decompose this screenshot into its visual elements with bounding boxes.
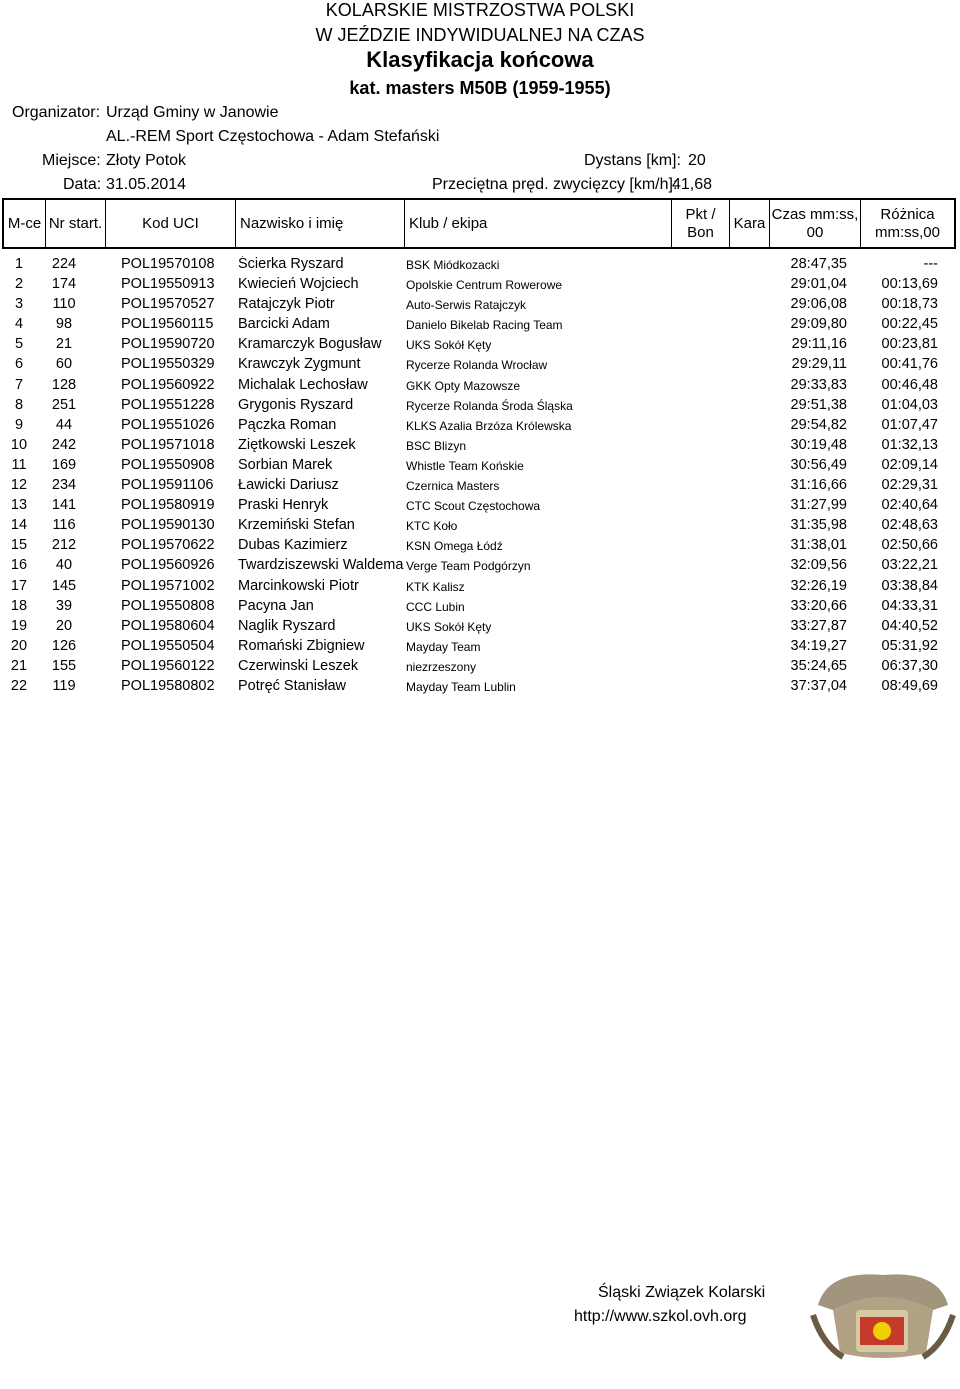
cell-pos: 19 [10, 617, 28, 634]
table-row [0, 455, 960, 475]
cell-uci: POL19590720 [121, 336, 215, 353]
table-header [2, 198, 956, 249]
cell-diff: 03:38,84 [881, 577, 938, 594]
cell-time: 33:20,66 [790, 597, 847, 614]
cell-uci: POL19560115 [121, 316, 214, 333]
cell-uci: POL19570622 [121, 537, 215, 554]
cell-uci: POL19550329 [121, 356, 215, 373]
cell-time: 31:38,01 [790, 537, 847, 554]
cell-nr: 251 [51, 396, 77, 413]
cell-pos: 12 [10, 477, 28, 494]
cell-time: 30:19,48 [790, 436, 847, 453]
cell-pos: 9 [14, 416, 24, 433]
organizer-value: Urząd Gminy w Janowie [106, 104, 279, 121]
cell-time: 37:37,04 [790, 677, 847, 694]
cell-time: 29:06,08 [790, 296, 847, 313]
cell-pos: 18 [10, 597, 28, 614]
cell-name: Dubas Kazimierz [238, 537, 348, 554]
table-row [0, 395, 960, 415]
table-row [0, 515, 960, 535]
cell-club: Auto-Serwis Ratajczyk [406, 298, 527, 313]
cell-diff: 01:32,13 [881, 436, 938, 453]
table-row [0, 596, 960, 616]
cell-club: KLKS Azalia Brzóza Królewska [406, 418, 572, 433]
cell-pos: 21 [10, 657, 28, 674]
cell-pos: 15 [10, 537, 28, 554]
cell-uci: POL19550504 [121, 637, 215, 654]
cell-name: Pączka Roman [238, 416, 337, 433]
cell-club: UKS Sokół Kęty [406, 338, 492, 353]
cell-pos: 22 [10, 677, 28, 694]
table-row [0, 334, 960, 354]
table-row [0, 435, 960, 455]
footer-org: Śląski Związek Kolarski [598, 1284, 766, 1301]
place-value: Złoty Potok [106, 152, 187, 169]
cell-name: Ziętkowski Leszek [238, 436, 356, 453]
cell-club: CTC Scout Częstochowa [406, 499, 541, 514]
cell-nr: 21 [55, 336, 73, 353]
cell-club: Opolskie Centrum Rowerowe [406, 278, 563, 293]
cell-club: BSK Miódkozacki [406, 258, 500, 272]
cell-nr: 169 [51, 456, 77, 473]
table-row [0, 535, 960, 555]
cell-pos: 1 [14, 256, 24, 272]
cell-pos: 11 [11, 456, 27, 473]
cell-nr: 44 [55, 416, 73, 433]
cell-club: Whistle Team Końskie [406, 458, 524, 473]
cell-uci: POL19550808 [121, 597, 215, 614]
cell-diff: 03:22,21 [881, 557, 938, 574]
organizer-label: Organizator: [12, 104, 101, 121]
col-header-penalty: Kara [730, 200, 770, 247]
cell-nr: 145 [51, 577, 77, 594]
cell-uci: POL19580802 [121, 677, 215, 694]
date-label: Data: [63, 176, 102, 193]
cell-name: Praski Henryk [238, 497, 329, 514]
cell-time: 34:19,27 [790, 637, 847, 654]
results-table [0, 254, 960, 696]
cell-club: Rycerze Rolanda Wrocław [406, 358, 548, 373]
cell-pos: 8 [14, 396, 24, 413]
cell-club: UKS Sokół Kęty [406, 619, 492, 634]
table-row [0, 636, 960, 656]
cell-club: KTK Kalisz [406, 579, 465, 594]
cell-diff: 01:07,47 [881, 416, 938, 433]
cell-nr: 116 [52, 517, 76, 534]
table-row [0, 375, 960, 395]
table-row [0, 415, 960, 435]
cell-name: Czerwinski Leszek [238, 657, 359, 674]
cell-name: Grygonis Ryszard [238, 396, 354, 413]
cell-nr: 234 [51, 477, 77, 494]
col-header-diff [861, 200, 954, 247]
col-header-time [770, 200, 861, 247]
distance-value: 20 [688, 152, 706, 169]
table-row [0, 294, 960, 314]
table-row [0, 314, 960, 334]
cell-diff: 04:33,31 [881, 597, 938, 614]
cell-name: Sorbian Marek [238, 456, 333, 473]
cell-club: Mayday Team Lublin [406, 679, 516, 694]
cell-club: GKK Opty Mazowsze [406, 378, 521, 393]
cell-diff: 02:50,66 [881, 537, 938, 554]
cell-time: 31:35,98 [790, 517, 847, 534]
cell-club: BSC Blizyn [406, 438, 467, 453]
page-title: Klasyfikacja końcowa [366, 47, 594, 72]
cell-time: 31:27,99 [790, 497, 847, 514]
table-row [0, 555, 960, 575]
cell-diff: 00:41,76 [881, 356, 938, 373]
place-label: Miejsce: [42, 152, 101, 169]
cell-name: Kwiecień Wojciech [238, 276, 359, 293]
cell-name: Ławicki Dariusz [238, 477, 339, 494]
cell-uci: POL19580919 [121, 497, 215, 514]
cell-name: Kramarczyk Bogusław [238, 336, 382, 353]
cell-diff: 00:13,69 [881, 276, 938, 293]
cell-uci: POL19551228 [121, 396, 215, 413]
cell-pos: 5 [14, 336, 24, 353]
cell-pos: 7 [14, 376, 24, 393]
cell-diff: 02:29,31 [881, 477, 938, 494]
cell-nr: 119 [52, 677, 76, 694]
cell-pos: 6 [14, 356, 24, 373]
cell-pos: 3 [14, 296, 24, 313]
cell-pos: 13 [10, 497, 28, 514]
cell-nr: 174 [51, 276, 77, 293]
cell-uci: POL19591106 [121, 477, 214, 494]
col-header-club: Klub / ekipa [405, 200, 672, 247]
cell-diff: 02:48,63 [881, 517, 938, 534]
szkol-emblem-icon [808, 1265, 958, 1365]
table-row [0, 254, 960, 274]
cell-uci: POL19550913 [121, 276, 215, 293]
organizer-value-2: AL.-REM Sport Częstochowa - Adam Stefański [106, 128, 440, 145]
cell-uci: POL19590130 [121, 517, 215, 534]
cell-club: Danielo Bikelab Racing Team [406, 318, 563, 333]
cell-name: Naglik Ryszard [238, 617, 336, 634]
col-header-pos: M-ce [4, 200, 46, 247]
title-line-1: KOLARSKIE MISTRZOSTWA POLSKI [325, 0, 635, 20]
cell-club: KTC Koło [406, 519, 458, 534]
col-header-bonus-line1: Pkt / [685, 205, 716, 223]
cell-time: 29:09,80 [790, 316, 847, 333]
cell-name: Ścierka Ryszard [238, 256, 344, 272]
cell-diff: 08:49,69 [881, 677, 938, 694]
cell-uci: POL19570527 [121, 296, 215, 313]
cell-pos: 14 [10, 517, 28, 534]
cell-name: Pacyna Jan [238, 597, 314, 614]
title-line-2: W JEŹDZIE INDYWIDUALNEJ NA CZAS [315, 25, 645, 45]
cell-name: Krawczyk Zygmunt [238, 356, 361, 373]
cell-diff: 00:22,45 [881, 316, 938, 333]
cell-name: Barcicki Adam [238, 316, 330, 333]
cell-diff: 02:09,14 [881, 456, 938, 473]
speed-label: Przeciętna pręd. zwycięzcy [km/h]: [432, 176, 678, 193]
col-header-bonus [672, 200, 730, 247]
cell-nr: 242 [51, 436, 77, 453]
cell-time: 32:26,19 [790, 577, 847, 594]
table-row [0, 656, 960, 676]
cell-club: Rycerze Rolanda Środa Śląska [406, 398, 573, 413]
cell-club: CCC Lubin [406, 599, 465, 614]
cell-nr: 155 [51, 657, 77, 674]
table-row [0, 576, 960, 596]
col-header-diff-line1: Różnica [880, 205, 935, 223]
cell-uci: POL19550908 [121, 456, 215, 473]
cell-name: Ratajczyk Piotr [238, 296, 335, 313]
cell-club: KSN Omega Łódź [406, 539, 503, 554]
cell-club: Verge Team Podgórzyn [406, 559, 531, 574]
cell-time: 35:24,65 [790, 657, 847, 674]
table-row [0, 495, 960, 515]
table-row [0, 676, 960, 696]
distance-label: Dystans [km]: [584, 152, 681, 169]
cell-nr: 39 [55, 597, 73, 614]
cell-nr: 126 [51, 637, 77, 654]
col-header-name: Nazwisko i imię [236, 200, 405, 247]
cell-diff: 00:23,81 [881, 336, 938, 353]
cell-time: 29:11,16 [791, 336, 847, 353]
cell-nr: 141 [51, 497, 77, 514]
cell-nr: 212 [51, 537, 77, 554]
cell-uci: POL19580604 [121, 617, 215, 634]
cell-diff: 00:18,73 [881, 296, 938, 313]
cell-time: 30:56,49 [790, 456, 847, 473]
table-row [0, 616, 960, 636]
col-header-time-line1: Czas mm:ss, [771, 205, 859, 223]
cell-name: Twardziszewski Waldema [238, 557, 404, 574]
cell-nr: 128 [51, 376, 77, 393]
cell-nr: 224 [51, 256, 77, 272]
cell-pos: 16 [10, 557, 28, 574]
cell-time: 31:16,66 [790, 477, 847, 494]
cell-nr: 40 [55, 557, 73, 574]
cell-diff: 05:31,92 [881, 637, 938, 654]
cell-uci: POL19571002 [121, 577, 215, 594]
date-value: 31.05.2014 [106, 176, 187, 193]
cell-uci: POL19560926 [121, 557, 215, 574]
cell-name: Potręć Stanisław [238, 677, 346, 694]
cell-name: Michalak Lechosław [238, 376, 368, 393]
cell-diff: --- [923, 256, 938, 272]
cell-pos: 20 [10, 637, 28, 654]
cell-time: 28:47,35 [790, 256, 847, 272]
cell-pos: 10 [10, 436, 28, 453]
cell-pos: 17 [10, 577, 28, 594]
cell-club: niezrzeszony [406, 659, 477, 674]
cell-diff: 06:37,30 [881, 657, 938, 674]
speed-value: 41,68 [672, 176, 713, 193]
cell-time: 29:29,11 [791, 356, 847, 373]
col-header-diff-line2: mm:ss,00 [874, 223, 940, 241]
table-row [0, 475, 960, 495]
cell-uci: POL19560122 [121, 657, 215, 674]
footer-url[interactable]: http://www.szkol.ovh.org [574, 1308, 747, 1325]
cell-uci: POL19571018 [121, 436, 215, 453]
cell-time: 29:51,38 [790, 396, 847, 413]
cell-time: 29:54,82 [790, 416, 847, 433]
cell-diff: 01:04,03 [881, 396, 938, 413]
category-title: kat. masters M50B (1959-1955) [349, 78, 611, 98]
col-header-time-line2: 00 [806, 223, 824, 241]
cell-time: 29:33,83 [790, 376, 847, 393]
cell-club: Czernica Masters [406, 479, 500, 494]
cell-nr: 20 [55, 617, 73, 634]
cell-pos: 4 [14, 316, 24, 333]
cell-pos: 2 [14, 276, 24, 293]
col-header-bonus-line2: Bon [687, 223, 714, 241]
cell-nr: 98 [55, 316, 73, 333]
cell-diff: 02:40,64 [881, 497, 938, 514]
cell-nr: 60 [55, 356, 73, 373]
cell-diff: 04:40,52 [881, 617, 938, 634]
table-row [0, 274, 960, 294]
cell-name: Krzemiński Stefan [238, 517, 355, 534]
cell-name: Romański Zbigniew [238, 637, 365, 654]
cell-time: 33:27,87 [790, 617, 847, 634]
cell-uci: POL19570108 [121, 256, 215, 272]
cell-uci: POL19551026 [121, 416, 215, 433]
col-header-nr: Nr start. [46, 200, 106, 247]
cell-nr: 110 [52, 296, 76, 313]
col-header-uci: Kod UCI [106, 200, 236, 247]
cell-uci: POL19560922 [121, 376, 215, 393]
cell-time: 32:09,56 [790, 557, 847, 574]
cell-name: Marcinkowski Piotr [238, 577, 359, 594]
cell-time: 29:01,04 [790, 276, 847, 293]
cell-club: Mayday Team [406, 639, 481, 654]
cell-diff: 00:46,48 [881, 376, 938, 393]
table-row [0, 354, 960, 374]
